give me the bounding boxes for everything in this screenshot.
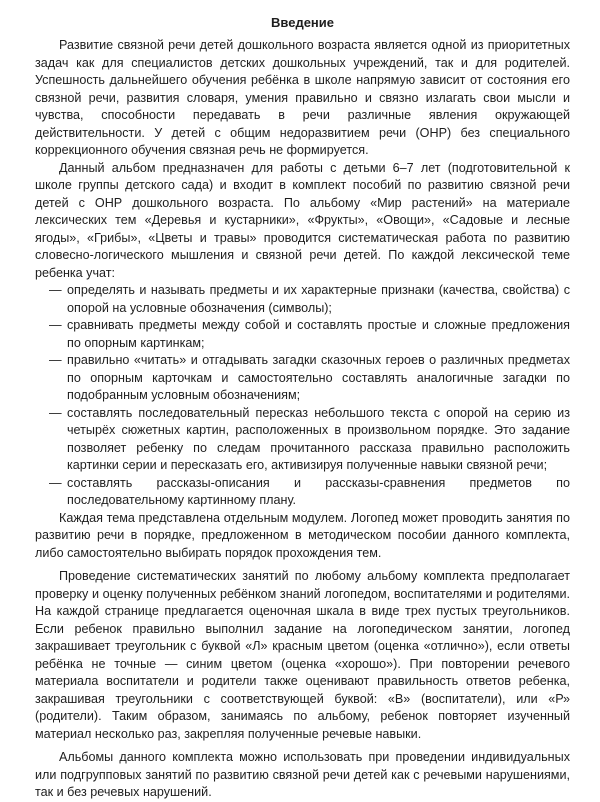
- paragraph-album-purpose: Данный альбом предназначен для работы с детьми 6–7 лет (подготовительной к школе группы детского сада) и входит в комплект пособий по развитию связной речи детей с ОНР дошкольного возраста. По альбому «Мир растений» на материале лексических тем «Деревья и кустарники», «Фрукты», «Овощи», «Садовые и лесные ягоды», «Грибы», «Цветы и травы» проводится систематическая работа по развитию словесно-логического мышления и связной речи детей. По каждой лексической теме ребенка учат:: [35, 160, 570, 280]
- page-title: Введение: [271, 15, 334, 30]
- task-list: [35, 282, 570, 510]
- paragraph-usage: Альбомы данного комплекта можно использовать при проведении индивидуальных или подгрупповых занятий по развитию связной речи детей как с речевыми нарушениями, так и без речевых нарушений.: [35, 750, 570, 799]
- dash-bullet: —: [49, 475, 62, 490]
- list-item-text: определять и называть предметы и их характерные признаки (качества, свойства) с опорой на условные обозначения (символы);: [67, 283, 570, 315]
- dash-bullet: —: [49, 283, 62, 297]
- paragraph-modules: Каждая тема представлена отдельным модулем. Логопед может проводить занятия по развитию речи в порядке, предложенном в методическом пособии данного комплекта, либо самостоятельно выбирать порядок прохождения тем.: [35, 510, 570, 560]
- list-item: [35, 475, 570, 510]
- paragraph-intro: Развитие связной речи детей дошкольного возраста является одной из приоритетных задач как для специалистов детских дошкольных учреждений, так и для родителей. Успешность дальнейшего обучения ребёнка в школе напрямую зависит от состояния его связной речи, развития словаря, умения правильно и связно излагать свои мысли и чувства, способности передавать в речи различные явления окружающей действительности. У детей с общим недоразвитием речи (ОНР) без специального коррекционного обучения связная речь не формируется.: [35, 38, 570, 157]
- list-item: [35, 282, 570, 317]
- dash-bullet: —: [49, 405, 62, 420]
- list-item-text: составлять последовательный пересказ небольшого текста с опорой на серию из четырёх сюжетных картин, расположенных в произвольном порядке. Это задание позволяет ребенку по следам прочитанного рассказа правильно расположить картинки серии и пересказать его, активизируя полученные навыки связной речи;: [67, 405, 570, 472]
- list-item-text: сравнивать предметы между собой и составлять простые и сложные предложения по опорным картинкам;: [67, 318, 570, 350]
- list-item: [35, 352, 570, 405]
- list-item: [35, 405, 570, 475]
- list-item-text: правильно «читать» и отгадывать загадки сказочных героев о различных предметах по опорным карточкам и самостоятельно составлять аналогичные загадки по подобранным условным обозначениям;: [67, 353, 570, 402]
- dash-bullet: —: [49, 353, 62, 367]
- list-item-text: составлять рассказы-описания и рассказы-сравнения предметов по последовательному картинному плану.: [67, 475, 570, 507]
- dash-bullet: —: [49, 318, 62, 332]
- list-item: [35, 317, 570, 352]
- paragraph-assessment: Проведение систематических занятий по любому альбому комплекта предполагает проверку и оценку полученных ребёнком знаний логопедом, воспитателями и родителями. На каждой странице предлагается оценочная шкала в виде трех пустых треугольников. Если ребенок правильно выполнил задание на логопедическом занятии, логопед закрашивает треугольник с буквой «Л» красным цветом (оценка «отлично»), если ответы ребёнка не точные — синим цветом (оценка «хорошо»). При повторении речевого материала воспитатели и родители также оценивают правильность ответов ребенка, закрашивая треугольники с соответствующей буквой: «В» (воспитатели), или «Р» (родители). Таким образом, занимаясь по альбому, ребенок повторяет изученный материал несколько раз, закрепляя полученные речевые навыки.: [35, 569, 570, 741]
